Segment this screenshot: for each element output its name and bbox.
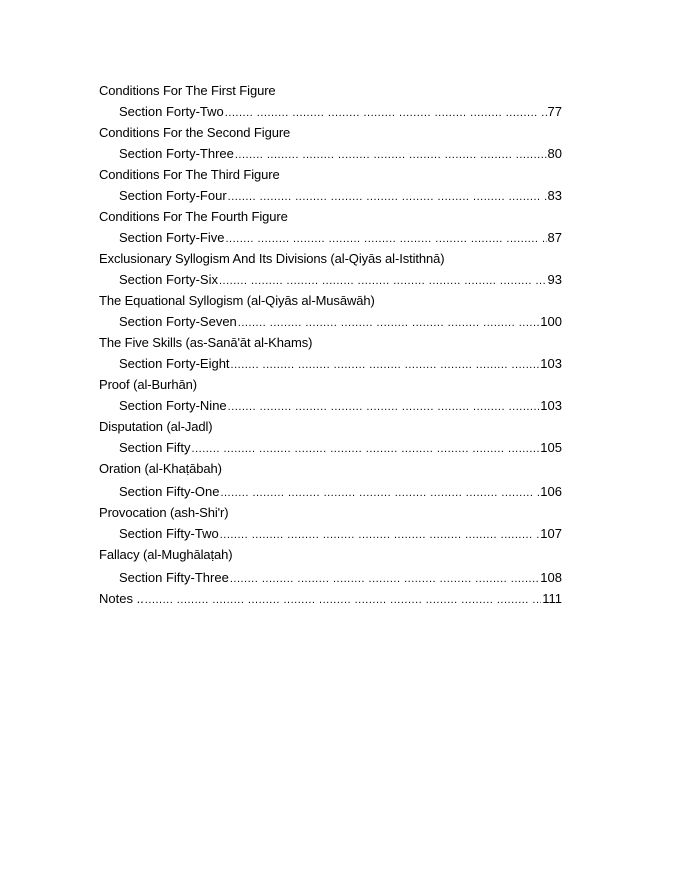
table-of-contents — [99, 80, 569, 609]
toc-notes-label: Notes .. — [99, 591, 144, 606]
toc-page-number: 105 — [540, 440, 562, 455]
toc-entry-title: The Five Skills (as-Sanā'āt al-Khams) — [99, 335, 313, 350]
toc-section-line[interactable] — [99, 269, 562, 290]
toc-page-number: 108 — [540, 570, 562, 585]
toc-entry-title: Provocation (ash-Shi'r) — [99, 505, 229, 520]
toc-entry — [99, 502, 569, 544]
dot-leader — [192, 439, 540, 460]
toc-entry — [99, 544, 569, 588]
toc-section-line[interactable] — [99, 143, 562, 164]
dot-leader — [220, 483, 539, 504]
dot-leader — [145, 590, 541, 611]
toc-section-line[interactable] — [99, 353, 562, 374]
toc-entry-title: Fallacy (al-Mughālaṭah) — [99, 547, 233, 562]
toc-section-line[interactable] — [99, 437, 562, 458]
dot-leader — [231, 355, 540, 376]
toc-section-label: Section Fifty-One — [119, 484, 220, 499]
toc-page-number: 103 — [540, 398, 562, 413]
toc-entry — [99, 458, 569, 502]
toc-entry — [99, 248, 569, 290]
toc-page-number: 80 — [547, 146, 562, 161]
toc-page-number: 106 — [540, 484, 562, 499]
toc-section-label: Section Forty-Three — [119, 146, 234, 161]
dot-leader — [238, 313, 540, 334]
toc-entry-title: Conditions For The Fourth Figure — [99, 209, 288, 224]
dot-leader — [220, 525, 540, 546]
toc-section-label: Section Fifty-Two — [119, 526, 219, 541]
toc-section-label: Section Forty-Five — [119, 230, 225, 245]
toc-section-label: Section Forty-Two — [119, 104, 224, 119]
toc-entry-title: Oration (al-Khaṭābah) — [99, 461, 222, 476]
toc-entry-title: Disputation (al-Jadl) — [99, 419, 213, 434]
toc-section-line[interactable] — [99, 311, 562, 332]
toc-section-line[interactable] — [99, 227, 562, 248]
toc-section-label: Section Fifty-Three — [119, 570, 229, 585]
dot-leader — [235, 145, 547, 166]
toc-page-number: 103 — [540, 356, 562, 371]
toc-section-label: Section Forty-Seven — [119, 314, 237, 329]
toc-entry — [99, 332, 569, 374]
toc-section-line[interactable] — [99, 101, 562, 122]
dot-leader — [219, 271, 547, 292]
dot-leader — [230, 569, 539, 590]
toc-entry-title: Conditions For the Second Figure — [99, 125, 291, 140]
toc-page-number: 83 — [547, 188, 562, 203]
dot-leader — [225, 229, 546, 250]
dot-leader — [225, 103, 547, 124]
toc-page-number: 87 — [547, 230, 562, 245]
toc-page-number: 93 — [547, 272, 562, 287]
dot-leader — [228, 397, 540, 418]
toc-section-label: Section Forty-Nine — [119, 398, 227, 413]
toc-section-line[interactable] — [99, 481, 562, 502]
toc-section-label: Section Fifty — [119, 440, 191, 455]
toc-page-number: 107 — [540, 526, 562, 541]
toc-section-line[interactable] — [99, 567, 562, 588]
toc-entry-title: Exclusionary Syllogism And Its Divisions (al-Qiyās al-Istithnā) — [99, 251, 445, 266]
toc-notes-line[interactable] — [99, 588, 562, 609]
toc-entry — [99, 416, 569, 458]
toc-entry — [99, 290, 569, 332]
toc-page-number: 77 — [547, 104, 562, 119]
toc-entry-title: The Equational Syllogism (al-Qiyās al-Musāwāh) — [99, 293, 375, 308]
toc-section-line[interactable] — [99, 185, 562, 206]
toc-section-label: Section Forty-Eight — [119, 356, 230, 371]
toc-entry — [99, 374, 569, 416]
toc-section-label: Section Forty-Four — [119, 188, 227, 203]
toc-entry — [99, 122, 569, 164]
toc-entry — [99, 164, 569, 206]
toc-section-line[interactable] — [99, 523, 562, 544]
toc-entry-title: Proof (al-Burhān) — [99, 377, 198, 392]
toc-section-line[interactable] — [99, 395, 562, 416]
toc-page-number: 111 — [542, 591, 562, 606]
toc-entry — [99, 206, 569, 248]
toc-entry — [99, 80, 569, 122]
toc-entry-notes — [99, 588, 569, 609]
dot-leader — [228, 187, 547, 208]
toc-entry-title: Conditions For The Third Figure — [99, 167, 280, 182]
toc-entry-title: Conditions For The First Figure — [99, 83, 276, 98]
toc-section-label: Section Forty-Six — [119, 272, 218, 287]
toc-page-number: 100 — [540, 314, 562, 329]
